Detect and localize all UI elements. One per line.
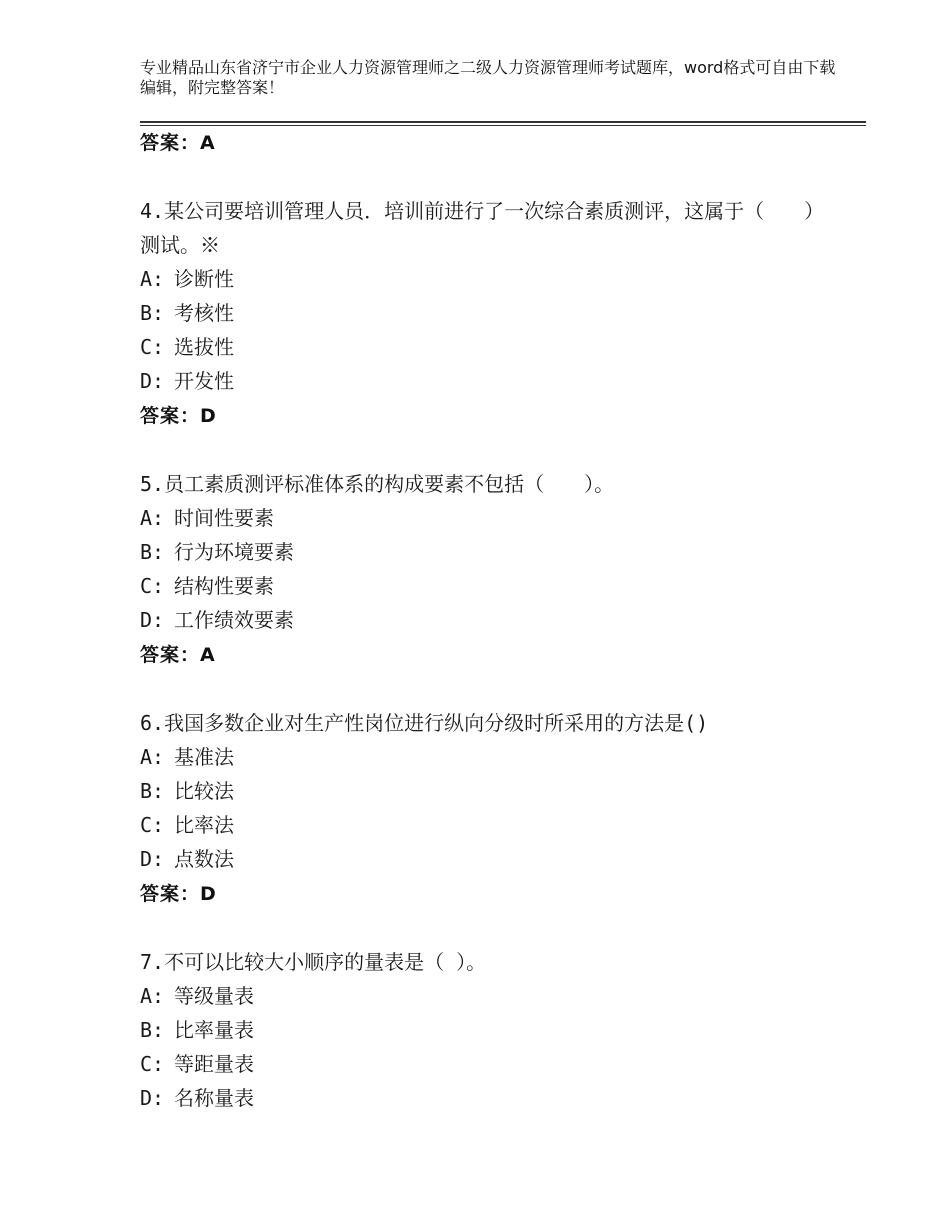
question-text: 5.员工素质测评标准体系的构成要素不包括（ ）。: [140, 472, 615, 496]
option-item: [140, 740, 234, 774]
option-item: [140, 603, 294, 637]
option-letter: A:: [140, 745, 165, 769]
option-item: [140, 296, 234, 330]
answer-line: [140, 642, 215, 668]
question-text: 4.某公司要培训管理人员．培训前进行了一次综合素质测评，这属于（ ）测试。※: [140, 199, 815, 257]
answer-line: [140, 881, 216, 907]
option-item: [140, 774, 234, 808]
option-item: [140, 364, 234, 398]
option-text: 诊断性: [174, 267, 234, 291]
header-divider-thick: [140, 121, 866, 123]
option-letter: B:: [140, 1018, 165, 1042]
option-letter: B:: [140, 540, 165, 564]
option-text: 开发性: [174, 369, 234, 393]
option-text: 比率量表: [174, 1018, 254, 1042]
option-text: 考核性: [174, 301, 234, 325]
option-letter: A:: [140, 267, 165, 291]
option-letter: D:: [140, 369, 165, 393]
header-title: 专业精品山东省济宁市企业人力资源管理师之二级人力资源管理师考试题库，word格式可自由下载编辑，附完整答案！: [140, 58, 836, 97]
document-header: [140, 58, 840, 98]
option-text: 比较法: [174, 779, 234, 803]
option-letter: D:: [140, 608, 165, 632]
option-letter: C:: [140, 574, 165, 598]
header-divider-thin: [140, 125, 866, 126]
answer-value: A: [200, 132, 215, 154]
option-text: 点数法: [174, 847, 234, 871]
option-text: 选拔性: [174, 335, 234, 359]
option-item: [140, 501, 274, 535]
option-item: [140, 979, 254, 1013]
option-item: [140, 330, 234, 364]
answer-label: 答案：: [140, 132, 201, 154]
answer-label: 答案：: [140, 405, 201, 427]
option-text: 等距量表: [174, 1052, 254, 1076]
option-letter: A:: [140, 984, 165, 1008]
option-letter: B:: [140, 301, 165, 325]
option-letter: C:: [140, 813, 165, 837]
option-letter: B:: [140, 779, 165, 803]
question-text: 7.不可以比较大小顺序的量表是（ ）。: [140, 950, 487, 974]
answer-line: [140, 403, 216, 429]
option-item: [140, 808, 234, 842]
option-text: 结构性要素: [174, 574, 274, 598]
option-letter: D:: [140, 1086, 165, 1110]
answer-value: A: [200, 644, 215, 666]
option-text: 基准法: [174, 745, 234, 769]
answer-label: 答案：: [140, 883, 201, 905]
option-item: [140, 535, 294, 569]
option-text: 等级量表: [174, 984, 254, 1008]
option-item: [140, 1081, 254, 1115]
option-item: [140, 1047, 254, 1081]
option-text: 时间性要素: [174, 506, 274, 530]
option-item: [140, 262, 234, 296]
option-letter: A:: [140, 506, 165, 530]
answer-label: 答案：: [140, 644, 201, 666]
option-text: 比率法: [174, 813, 234, 837]
option-letter: D:: [140, 847, 165, 871]
answer-line: [140, 130, 215, 156]
option-item: [140, 842, 234, 876]
answer-value: D: [200, 405, 216, 427]
question-text: 6.我国多数企业对生产性岗位进行纵向分级时所采用的方法是(): [140, 711, 709, 735]
answer-value: D: [200, 883, 216, 905]
option-letter: C:: [140, 335, 165, 359]
option-text: 名称量表: [174, 1086, 254, 1110]
option-item: [140, 569, 274, 603]
option-text: 行为环境要素: [174, 540, 294, 564]
option-letter: C:: [140, 1052, 165, 1076]
option-text: 工作绩效要素: [174, 608, 294, 632]
option-item: [140, 1013, 254, 1047]
